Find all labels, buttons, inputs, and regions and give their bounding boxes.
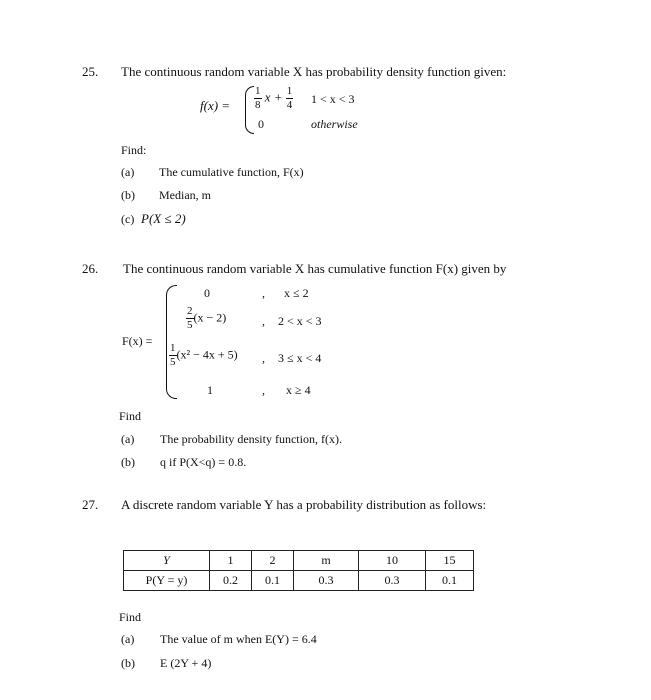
- question-text: The continuous random variable X has cumulative function F(x) given by: [123, 261, 507, 276]
- cdf-case-2-sep: ,: [262, 314, 265, 328]
- question-number: 26.: [82, 261, 99, 276]
- table-cell: 0.2: [210, 571, 252, 591]
- pdf-case-2: 0: [258, 117, 264, 131]
- probability-distribution-table: [123, 550, 474, 591]
- cdf-case-3-expr: [169, 343, 238, 368]
- question-number: 25.: [82, 64, 99, 79]
- term-x: x +: [264, 89, 283, 105]
- cdf-case-4-cond: x ≥ 4: [286, 383, 311, 397]
- part-label: (b): [121, 188, 135, 202]
- find-label: Find: [119, 409, 142, 423]
- pdf-lhs: f(x) =: [200, 98, 231, 113]
- expression: (x − 2): [193, 310, 227, 325]
- part-text: q if P(X<q) = 0.8.: [160, 455, 247, 469]
- cdf-case-4-expr: 1: [207, 383, 213, 397]
- cdf-case-2-expr: [186, 306, 226, 331]
- part-text: The probability density function, f(x).: [160, 432, 342, 446]
- fraction-numerator: 1: [255, 85, 261, 97]
- part-text: P(X ≤ 2): [141, 211, 186, 226]
- table-cell: 0.1: [426, 571, 474, 591]
- question-text: The continuous random variable X has probability density function given:: [121, 64, 507, 79]
- cdf-case-1-sep: ,: [262, 286, 265, 300]
- part-text: The cumulative function, F(x): [159, 165, 304, 179]
- table-cell: 0.3: [294, 571, 359, 591]
- fraction-denominator: 5: [170, 356, 176, 368]
- table-cell: Y: [124, 551, 210, 571]
- part-label: (a): [121, 432, 135, 446]
- part-label: (b): [121, 656, 135, 670]
- question-number: 27.: [82, 497, 99, 512]
- table-cell: 10: [359, 551, 426, 571]
- expression: (x² − 4x + 5): [176, 347, 238, 362]
- table-cell: 1: [210, 551, 252, 571]
- table-cell: 2: [252, 551, 294, 571]
- table-cell: P(Y = y): [124, 571, 210, 591]
- table-row: [124, 571, 474, 591]
- fraction-denominator: 5: [187, 319, 193, 331]
- piecewise-brace: [245, 86, 254, 134]
- table-row: [124, 551, 474, 571]
- find-label: Find:: [121, 143, 147, 157]
- part-label: (b): [121, 455, 135, 469]
- pdf-condition-1: 1 < x < 3: [311, 92, 355, 106]
- cdf-case-4-sep: ,: [262, 383, 265, 397]
- part-text: The value of m when E(Y) = 6.4: [160, 632, 317, 646]
- part-label: (a): [121, 632, 135, 646]
- table-cell: 15: [426, 551, 474, 571]
- part-text: Median, m: [159, 188, 211, 202]
- find-label: Find: [119, 610, 142, 624]
- cdf-lhs: F(x) =: [122, 334, 153, 348]
- cdf-case-2-cond: 2 < x < 3: [278, 314, 322, 328]
- cdf-case-3-cond: 3 ≤ x < 4: [278, 351, 322, 365]
- fraction-denominator: 4: [286, 99, 293, 111]
- table-cell: 0.1: [252, 571, 294, 591]
- pdf-condition-2: otherwise: [311, 117, 358, 131]
- part-text: E (2Y + 4): [160, 656, 212, 670]
- cdf-case-3-sep: ,: [262, 351, 265, 365]
- part-label: (c): [121, 212, 135, 226]
- pdf-case-1: [254, 86, 293, 111]
- fraction-numerator: 1: [286, 85, 293, 97]
- part-label: (a): [121, 165, 135, 179]
- fraction-denominator: 8: [255, 99, 261, 111]
- table-cell: m: [294, 551, 359, 571]
- fraction-numerator: 1: [170, 342, 176, 354]
- table-cell: 0.3: [359, 571, 426, 591]
- fraction-numerator: 2: [187, 305, 193, 317]
- cdf-case-1-cond: x ≤ 2: [284, 286, 309, 300]
- cdf-case-1-expr: 0: [204, 286, 210, 300]
- question-text: A discrete random variable Y has a probability distribution as follows:: [121, 497, 487, 512]
